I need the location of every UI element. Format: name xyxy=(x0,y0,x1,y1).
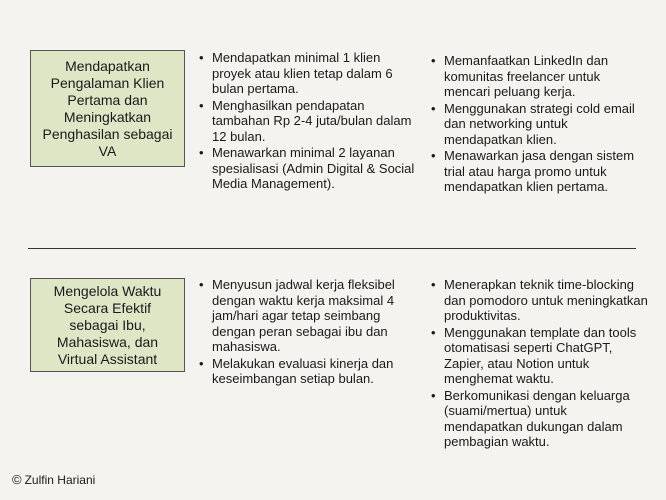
list-item: • Mendapatkan minimal 1 klien proyek atau klien tetap dalam 6 bulan pertama. xyxy=(196,50,421,97)
row1-strategies-list xyxy=(428,53,648,196)
list-item: • Menggunakan strategi cold email dan networking untuk mendapatkan klien. xyxy=(428,101,648,148)
goal-text-1: Mendapatkan Pengalaman Klien Pertama dan Meningkatkan Penghasilan sebagai VA xyxy=(42,57,173,159)
list-item: • Memanfaatkan LinkedIn dan komunitas freelancer untuk mencari peluang kerja. xyxy=(428,53,648,100)
row2-actions-list xyxy=(196,277,421,388)
row1-actions-list xyxy=(196,50,421,193)
list-item: • Menawarkan minimal 2 layanan spesialisasi (Admin Digital & Social Media Management). xyxy=(196,145,421,192)
list-item: • Menerapkan teknik time-blocking dan pomodoro untuk meningkatkan produktivitas. xyxy=(428,277,648,324)
list-item: • Berkomunikasi dengan keluarga (suami/mertua) untuk mendapatkan dukungan dalam pembagian waktu. xyxy=(428,388,648,450)
author-name: Zulfin Hariani xyxy=(24,472,96,487)
list-item: • Menghasilkan pendapatan tambahan Rp 2-4 juta/bulan dalam 12 bulan. xyxy=(196,98,421,145)
list-item: • Menawarkan jasa dengan sistem trial atau harga promo untuk mendapatkan klien pertama. xyxy=(428,148,648,195)
list-item: • Menggunakan template dan tools otomatisasi seperti ChatGPT, Zapier, atau Notion untuk menghemat waktu. xyxy=(428,325,648,387)
author-credit xyxy=(12,472,95,487)
list-item: • Melakukan evaluasi kinerja dan keseimbangan setiap bulan. xyxy=(196,356,421,387)
section-divider xyxy=(28,248,636,249)
copyright-icon: © xyxy=(12,472,22,487)
goal-box-2 xyxy=(30,278,185,372)
goal-box-1 xyxy=(30,50,185,167)
list-item: • Menyusun jadwal kerja fleksibel dengan waktu kerja maksimal 4 jam/hari agar tetap seimbang dengan peran sebagai ibu dan mahasiswa. xyxy=(196,277,421,355)
goal-text-2: Mengelola Waktu Secara Efektif sebagai Ibu, Mahasiswa, dan Virtual Assistant xyxy=(53,282,162,367)
row2-strategies-list xyxy=(428,277,648,451)
